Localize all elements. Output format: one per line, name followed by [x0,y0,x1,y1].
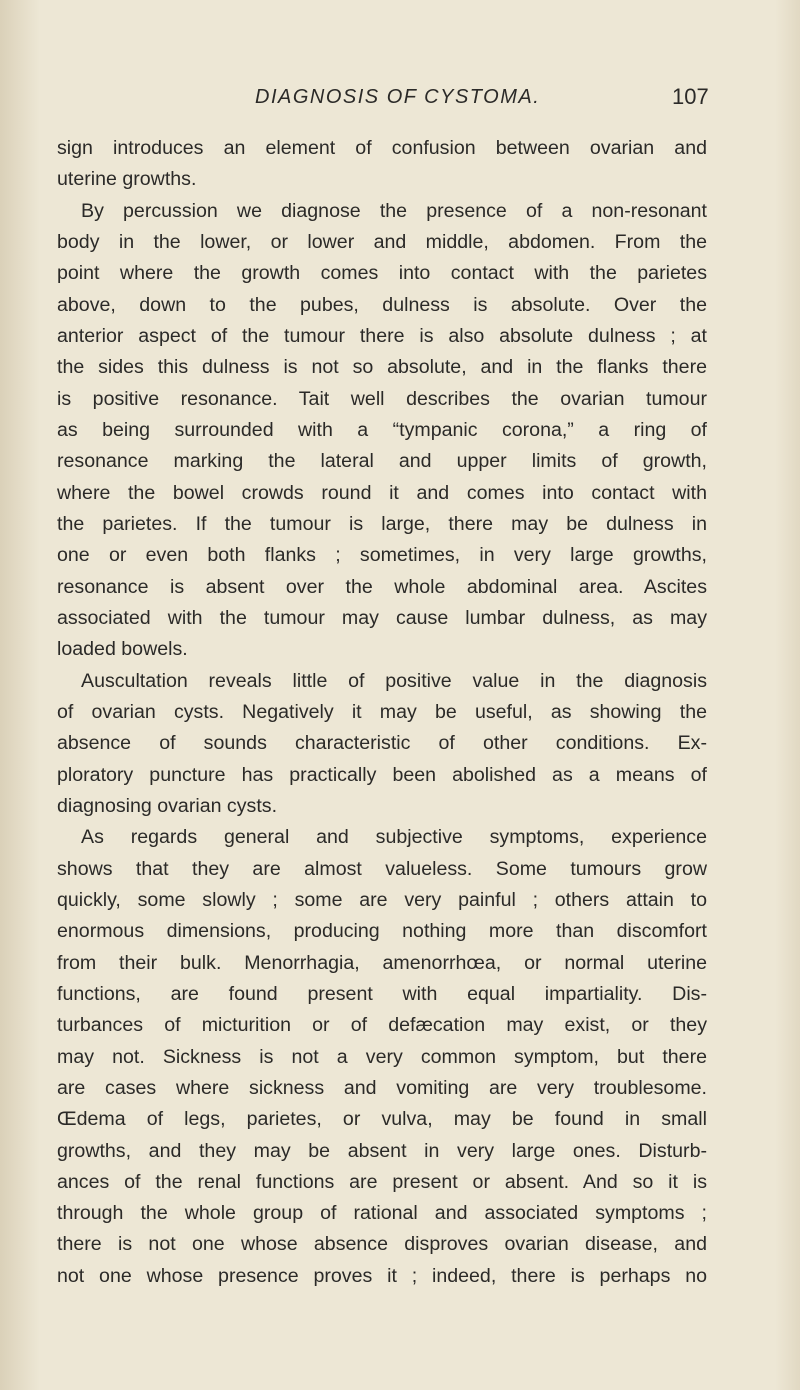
text-line: loaded bowels. [57,638,188,661]
text-line: resonance is absent over the whole abdominal area. Ascites [57,575,707,598]
text-line: of ovarian cysts. Negatively it may be useful, as showing the [57,700,707,723]
text-line: the sides this dulness is not so absolute, and in the flanks there [57,356,707,379]
text-line: body in the lower, or lower and middle, abdomen. From the [57,230,707,253]
text-line: As regards general and subjective symptoms, experience [81,826,707,849]
page-number: 107 [672,84,709,109]
text-line: anterior aspect of the tumour there is also absolute dulness ; at [57,324,707,347]
text-line: quickly, some slowly ; some are very painful ; others attain to [57,888,707,911]
text-line: sign introduces an element of confusion between ovarian and [57,137,707,159]
text-line: the parietes. If the tumour is large, there may be dulness in [57,512,707,535]
text-line: associated with the tumour may cause lumbar dulness, as may [57,606,707,629]
text-line: may not. Sickness is not a very common symptom, but there [57,1045,707,1068]
text-line: turbances of micturition or of defæcation may exist, or they [57,1014,707,1037]
text-line: as being surrounded with a “tympanic corona,” a ring of [57,418,707,441]
text-line: growths, and they may be absent in very large ones. Disturb- [57,1139,707,1162]
text-line: above, down to the pubes, dulness is absolute. Over the [57,293,707,316]
text-line: shows that they are almost valueless. Some tumours grow [57,857,707,880]
text-line: enormous dimensions, producing nothing more than discomfort [57,920,707,943]
page-header [0,80,800,120]
text-line: not one whose presence proves it ; indeed, there is perhaps no [57,1264,707,1287]
text-line: Œdema of legs, parietes, or vulva, may be found in small [57,1108,707,1131]
text-line: from their bulk. Menorrhagia, amenorrhœa, or normal uterine [57,951,707,974]
text-line: are cases where sickness and vomiting are very troublesome. [57,1076,707,1099]
body-text [57,133,707,1292]
text-line: Auscultation reveals little of positive value in the diagnosis [81,669,707,692]
text-line: By percussion we diagnose the presence of a non-resonant [81,199,707,222]
running-title: DIAGNOSIS OF CYSTOMA. [255,86,541,108]
text-line: ploratory puncture has practically been abolished as a means of [57,763,707,786]
text-line: point where the growth comes into contact with the parietes [57,262,707,285]
text-line: where the bowel crowds round it and comes into contact with [57,481,707,504]
text-line: resonance marking the lateral and upper limits of growth, [57,450,707,473]
text-line: one or even both flanks ; sometimes, in very large growths, [57,544,707,567]
text-line: there is not one whose absence disproves ovarian disease, and [57,1233,707,1256]
text-line: uterine growths. [57,168,197,191]
text-line: absence of sounds characteristic of other conditions. Ex- [57,732,707,755]
text-line: diagnosing ovarian cysts. [57,794,278,817]
text-line: through the whole group of rational and associated symptoms ; [57,1202,707,1225]
text-line: is positive resonance. Tait well describes the ovarian tumour [57,387,707,410]
text-line: ances of the renal functions are present or absent. And so it is [57,1170,707,1193]
text-line: functions, are found present with equal impartiality. Dis- [57,982,707,1005]
